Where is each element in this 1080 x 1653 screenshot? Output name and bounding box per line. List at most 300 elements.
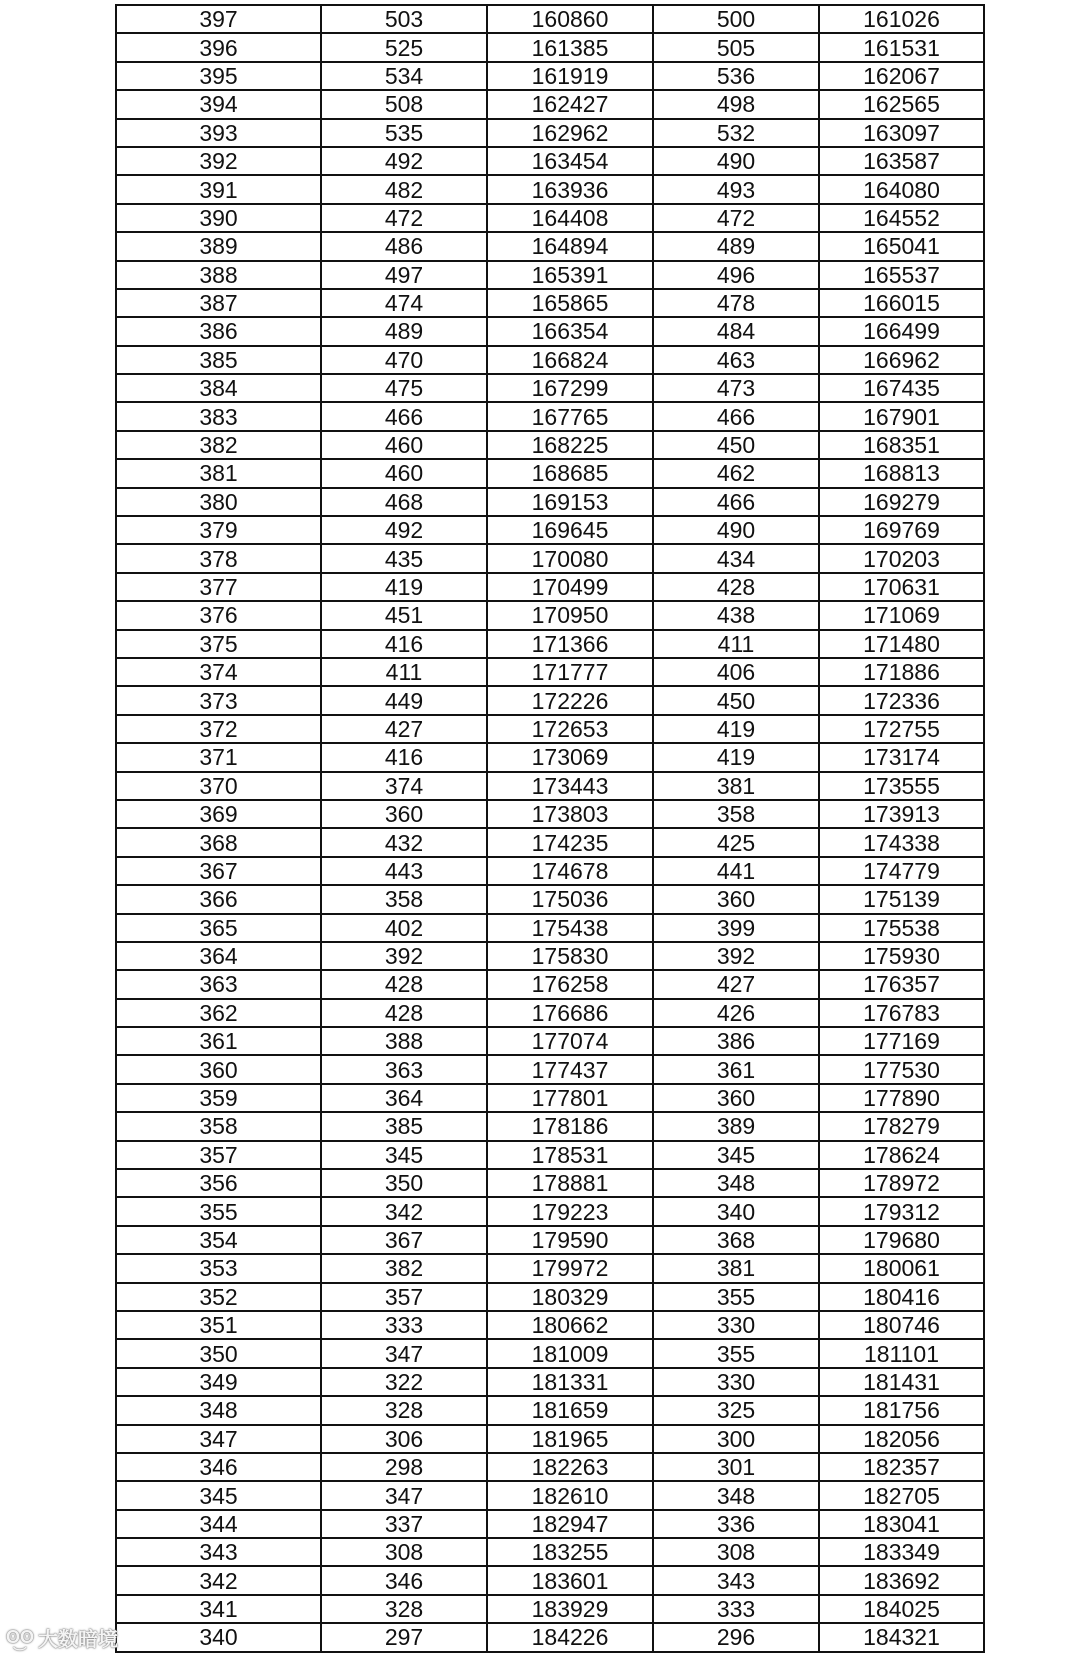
table-cell-col-5: 172755	[819, 715, 984, 743]
table-row	[116, 1197, 984, 1225]
table-cell-col-1: 367	[116, 857, 321, 885]
table-cell-col-4: 490	[653, 147, 819, 175]
table-cell-col-1: 369	[116, 800, 321, 828]
table-cell-col-5: 163587	[819, 147, 984, 175]
table-cell-col-5: 177890	[819, 1084, 984, 1112]
table-cell-col-5: 176357	[819, 970, 984, 998]
table-cell-col-3: 184226	[487, 1623, 653, 1651]
table-cell-col-5: 163097	[819, 119, 984, 147]
table-cell-col-5: 177530	[819, 1055, 984, 1083]
table-cell-col-1: 391	[116, 175, 321, 203]
table-cell-col-4: 484	[653, 317, 819, 345]
table-cell-col-3: 160860	[487, 5, 653, 33]
table-cell-col-4: 500	[653, 5, 819, 33]
table-cell-col-2: 466	[321, 402, 487, 430]
table-cell-col-5: 169279	[819, 488, 984, 516]
table-cell-col-1: 351	[116, 1311, 321, 1339]
table-row	[116, 772, 984, 800]
table-cell-col-5: 183041	[819, 1510, 984, 1538]
table-cell-col-4: 472	[653, 204, 819, 232]
table-cell-col-5: 176783	[819, 999, 984, 1027]
table-cell-col-3: 177074	[487, 1027, 653, 1055]
table-cell-col-2: 428	[321, 970, 487, 998]
table-row	[116, 1481, 984, 1509]
table-cell-col-1: 379	[116, 516, 321, 544]
table-cell-col-2: 308	[321, 1538, 487, 1566]
table-cell-col-4: 490	[653, 516, 819, 544]
table-cell-col-4: 333	[653, 1595, 819, 1623]
table-cell-col-2: 489	[321, 317, 487, 345]
table-cell-col-3: 182263	[487, 1453, 653, 1481]
table-cell-col-1: 371	[116, 743, 321, 771]
table-cell-col-5: 162067	[819, 62, 984, 90]
table-cell-col-5: 161026	[819, 5, 984, 33]
table-cell-col-4: 355	[653, 1339, 819, 1367]
table-cell-col-1: 370	[116, 772, 321, 800]
table-row	[116, 402, 984, 430]
table-cell-col-1: 342	[116, 1566, 321, 1594]
table-cell-col-3: 163936	[487, 175, 653, 203]
table-cell-col-2: 435	[321, 544, 487, 572]
table-cell-col-5: 175930	[819, 942, 984, 970]
table-cell-col-1: 344	[116, 1510, 321, 1538]
table-cell-col-4: 296	[653, 1623, 819, 1651]
table-cell-col-2: 345	[321, 1141, 487, 1169]
table-cell-col-5: 178279	[819, 1112, 984, 1140]
table-cell-col-3: 162427	[487, 90, 653, 118]
table-cell-col-1: 373	[116, 686, 321, 714]
table-cell-col-3: 183601	[487, 1566, 653, 1594]
table-cell-col-2: 374	[321, 772, 487, 800]
table-cell-col-4: 466	[653, 488, 819, 516]
table-row	[116, 1339, 984, 1367]
table-row	[116, 914, 984, 942]
table-cell-col-5: 173913	[819, 800, 984, 828]
table-cell-col-5: 184025	[819, 1595, 984, 1623]
table-cell-col-3: 175830	[487, 942, 653, 970]
table-cell-col-5: 180061	[819, 1254, 984, 1282]
table-cell-col-3: 175438	[487, 914, 653, 942]
table-cell-col-2: 357	[321, 1283, 487, 1311]
table-cell-col-3: 174678	[487, 857, 653, 885]
table-cell-col-4: 343	[653, 1566, 819, 1594]
table-row	[116, 1226, 984, 1254]
table-cell-col-2: 535	[321, 119, 487, 147]
table-cell-col-3: 165391	[487, 261, 653, 289]
table-cell-col-4: 450	[653, 686, 819, 714]
table-cell-col-2: 363	[321, 1055, 487, 1083]
table-row	[116, 715, 984, 743]
table-cell-col-4: 473	[653, 374, 819, 402]
table-cell-col-3: 165865	[487, 289, 653, 317]
table-cell-col-2: 347	[321, 1481, 487, 1509]
table-cell-col-3: 181009	[487, 1339, 653, 1367]
table-cell-col-3: 162962	[487, 119, 653, 147]
table-cell-col-1: 348	[116, 1396, 321, 1424]
table-row	[116, 289, 984, 317]
table-cell-col-2: 419	[321, 573, 487, 601]
table-row	[116, 516, 984, 544]
table-row	[116, 346, 984, 374]
table-row	[116, 317, 984, 345]
table-cell-col-2: 427	[321, 715, 487, 743]
table-cell-col-5: 171069	[819, 601, 984, 629]
table-row	[116, 62, 984, 90]
table-cell-col-3: 167299	[487, 374, 653, 402]
table-cell-col-5: 181431	[819, 1368, 984, 1396]
table-cell-col-5: 164080	[819, 175, 984, 203]
table-cell-col-5: 181756	[819, 1396, 984, 1424]
table-cell-col-4: 406	[653, 658, 819, 686]
table-cell-col-2: 350	[321, 1169, 487, 1197]
table-cell-col-1: 372	[116, 715, 321, 743]
table-cell-col-3: 168685	[487, 459, 653, 487]
table-cell-col-1: 358	[116, 1112, 321, 1140]
table-cell-col-1: 378	[116, 544, 321, 572]
table-cell-col-2: 451	[321, 601, 487, 629]
table-row	[116, 1510, 984, 1538]
table-row	[116, 232, 984, 260]
table-cell-col-1: 364	[116, 942, 321, 970]
table-cell-col-1: 354	[116, 1226, 321, 1254]
table-cell-col-3: 171366	[487, 630, 653, 658]
table-row	[116, 686, 984, 714]
table-cell-col-4: 462	[653, 459, 819, 487]
table-cell-col-1: 396	[116, 33, 321, 61]
table-cell-col-1: 356	[116, 1169, 321, 1197]
table-cell-col-4: 355	[653, 1283, 819, 1311]
table-row	[116, 1425, 984, 1453]
table-cell-col-2: 360	[321, 800, 487, 828]
table-row	[116, 658, 984, 686]
table-cell-col-2: 346	[321, 1566, 487, 1594]
table-cell-col-4: 450	[653, 431, 819, 459]
table-cell-col-2: 367	[321, 1226, 487, 1254]
table-cell-col-4: 386	[653, 1027, 819, 1055]
table-cell-col-4: 399	[653, 914, 819, 942]
table-cell-col-1: 352	[116, 1283, 321, 1311]
table-cell-col-3: 174235	[487, 828, 653, 856]
table-row	[116, 942, 984, 970]
table-cell-col-5: 166962	[819, 346, 984, 374]
table-cell-col-4: 428	[653, 573, 819, 601]
table-cell-col-4: 308	[653, 1538, 819, 1566]
table-cell-col-1: 343	[116, 1538, 321, 1566]
table-cell-col-1: 388	[116, 261, 321, 289]
table-row	[116, 5, 984, 33]
table-cell-col-2: 428	[321, 999, 487, 1027]
table-cell-col-5: 177169	[819, 1027, 984, 1055]
table-cell-col-4: 345	[653, 1141, 819, 1169]
table-cell-col-1: 365	[116, 914, 321, 942]
table-cell-col-5: 179312	[819, 1197, 984, 1225]
table-cell-col-2: 402	[321, 914, 487, 942]
table-cell-col-5: 165041	[819, 232, 984, 260]
table-cell-col-2: 358	[321, 885, 487, 913]
table-cell-col-1: 341	[116, 1595, 321, 1623]
table-cell-col-3: 166354	[487, 317, 653, 345]
table-row	[116, 147, 984, 175]
table-cell-col-3: 163454	[487, 147, 653, 175]
table-cell-col-5: 167435	[819, 374, 984, 402]
table-cell-col-1: 392	[116, 147, 321, 175]
table-row	[116, 374, 984, 402]
table-cell-col-4: 360	[653, 885, 819, 913]
table-cell-col-5: 172336	[819, 686, 984, 714]
table-cell-col-5: 168351	[819, 431, 984, 459]
table-cell-col-2: 328	[321, 1595, 487, 1623]
table-cell-col-2: 347	[321, 1339, 487, 1367]
table-cell-col-2: 382	[321, 1254, 487, 1282]
table-cell-col-5: 161531	[819, 33, 984, 61]
table-cell-col-1: 393	[116, 119, 321, 147]
table-cell-col-5: 180416	[819, 1283, 984, 1311]
table-cell-col-3: 172653	[487, 715, 653, 743]
table-cell-col-2: 460	[321, 431, 487, 459]
table-row	[116, 261, 984, 289]
table-cell-col-3: 181965	[487, 1425, 653, 1453]
table-cell-col-5: 173174	[819, 743, 984, 771]
table-cell-col-2: 364	[321, 1084, 487, 1112]
table-cell-col-1: 394	[116, 90, 321, 118]
table-row	[116, 459, 984, 487]
table-cell-col-4: 536	[653, 62, 819, 90]
table-cell-col-4: 361	[653, 1055, 819, 1083]
table-cell-col-4: 489	[653, 232, 819, 260]
table-cell-col-3: 168225	[487, 431, 653, 459]
table-cell-col-2: 306	[321, 1425, 487, 1453]
table-cell-col-5: 184321	[819, 1623, 984, 1651]
table-cell-col-5: 173555	[819, 772, 984, 800]
table-row	[116, 1311, 984, 1339]
table-cell-col-2: 497	[321, 261, 487, 289]
table-cell-col-2: 534	[321, 62, 487, 90]
table-cell-col-4: 419	[653, 715, 819, 743]
table-cell-col-3: 170950	[487, 601, 653, 629]
table-cell-col-2: 492	[321, 516, 487, 544]
table-cell-col-3: 169645	[487, 516, 653, 544]
table-row	[116, 1112, 984, 1140]
table-cell-col-3: 179223	[487, 1197, 653, 1225]
table-row	[116, 630, 984, 658]
table-cell-col-2: 416	[321, 743, 487, 771]
table-cell-col-2: 449	[321, 686, 487, 714]
table-cell-col-3: 179972	[487, 1254, 653, 1282]
table-cell-col-3: 161385	[487, 33, 653, 61]
table-cell-col-3: 183929	[487, 1595, 653, 1623]
table-cell-col-3: 173443	[487, 772, 653, 800]
table-cell-col-1: 375	[116, 630, 321, 658]
table-cell-col-4: 392	[653, 942, 819, 970]
table-cell-col-1: 349	[116, 1368, 321, 1396]
table-cell-col-3: 171777	[487, 658, 653, 686]
table-row	[116, 828, 984, 856]
table-row	[116, 175, 984, 203]
table-cell-col-4: 438	[653, 601, 819, 629]
table-cell-col-3: 178531	[487, 1141, 653, 1169]
table-cell-col-1: 366	[116, 885, 321, 913]
table-cell-col-5: 181101	[819, 1339, 984, 1367]
table-row	[116, 1055, 984, 1083]
table-cell-col-4: 301	[653, 1453, 819, 1481]
table-cell-col-2: 342	[321, 1197, 487, 1225]
table-cell-col-5: 183692	[819, 1566, 984, 1594]
table-cell-col-5: 168813	[819, 459, 984, 487]
table-row	[116, 1084, 984, 1112]
table-cell-col-3: 182610	[487, 1481, 653, 1509]
table-cell-col-2: 468	[321, 488, 487, 516]
table-row	[116, 970, 984, 998]
table-cell-col-4: 466	[653, 402, 819, 430]
table-cell-col-1: 346	[116, 1453, 321, 1481]
table-cell-col-4: 348	[653, 1481, 819, 1509]
table-cell-col-5: 165537	[819, 261, 984, 289]
table-cell-col-3: 166824	[487, 346, 653, 374]
table-cell-col-5: 180746	[819, 1311, 984, 1339]
table-cell-col-2: 328	[321, 1396, 487, 1424]
table-cell-col-3: 170499	[487, 573, 653, 601]
table-cell-col-4: 330	[653, 1311, 819, 1339]
table-row	[116, 1595, 984, 1623]
table-cell-col-4: 496	[653, 261, 819, 289]
table-cell-col-5: 178624	[819, 1141, 984, 1169]
table-row	[116, 857, 984, 885]
table-cell-col-4: 425	[653, 828, 819, 856]
table-cell-col-5: 169769	[819, 516, 984, 544]
table-row	[116, 1283, 984, 1311]
table-row	[116, 1566, 984, 1594]
table-cell-col-2: 492	[321, 147, 487, 175]
table-cell-col-4: 478	[653, 289, 819, 317]
table-cell-col-1: 340	[116, 1623, 321, 1651]
table-cell-col-5: 171480	[819, 630, 984, 658]
table-cell-col-5: 166015	[819, 289, 984, 317]
table-cell-col-1: 390	[116, 204, 321, 232]
table-cell-col-4: 381	[653, 1254, 819, 1282]
table-cell-col-4: 348	[653, 1169, 819, 1197]
table-cell-col-5: 170203	[819, 544, 984, 572]
table-cell-col-5: 171886	[819, 658, 984, 686]
table-cell-col-3: 177437	[487, 1055, 653, 1083]
table-row	[116, 119, 984, 147]
table-cell-col-1: 355	[116, 1197, 321, 1225]
table-cell-col-5: 182357	[819, 1453, 984, 1481]
table-cell-col-2: 503	[321, 5, 487, 33]
table-cell-col-5: 175139	[819, 885, 984, 913]
table-cell-col-5: 174338	[819, 828, 984, 856]
table-row	[116, 999, 984, 1027]
table-cell-col-4: 498	[653, 90, 819, 118]
table-cell-col-3: 173069	[487, 743, 653, 771]
table-body	[116, 5, 984, 1652]
table-cell-col-2: 388	[321, 1027, 487, 1055]
table-cell-col-1: 386	[116, 317, 321, 345]
table-cell-col-4: 300	[653, 1425, 819, 1453]
table-cell-col-3: 170080	[487, 544, 653, 572]
table-cell-col-1: 357	[116, 1141, 321, 1169]
table-cell-col-3: 182947	[487, 1510, 653, 1538]
table-cell-col-5: 179680	[819, 1226, 984, 1254]
table-cell-col-2: 297	[321, 1623, 487, 1651]
table-row	[116, 601, 984, 629]
table-cell-col-4: 441	[653, 857, 819, 885]
table-cell-col-4: 340	[653, 1197, 819, 1225]
table-cell-col-2: 411	[321, 658, 487, 686]
table-cell-col-4: 427	[653, 970, 819, 998]
table-cell-col-1: 389	[116, 232, 321, 260]
table-cell-col-1: 397	[116, 5, 321, 33]
table-cell-col-5: 178972	[819, 1169, 984, 1197]
table-row	[116, 743, 984, 771]
table-row	[116, 1141, 984, 1169]
table-cell-col-3: 176686	[487, 999, 653, 1027]
table-cell-col-4: 505	[653, 33, 819, 61]
table-cell-col-1: 374	[116, 658, 321, 686]
table-cell-col-3: 179590	[487, 1226, 653, 1254]
table-cell-col-5: 170631	[819, 573, 984, 601]
table-cell-col-4: 368	[653, 1226, 819, 1254]
table-cell-col-5: 182705	[819, 1481, 984, 1509]
table-row	[116, 885, 984, 913]
table-cell-col-2: 333	[321, 1311, 487, 1339]
table-cell-col-3: 167765	[487, 402, 653, 430]
table-cell-col-2: 475	[321, 374, 487, 402]
table-cell-col-2: 385	[321, 1112, 487, 1140]
table-cell-col-4: 411	[653, 630, 819, 658]
table-cell-col-3: 164894	[487, 232, 653, 260]
table-cell-col-2: 443	[321, 857, 487, 885]
table-cell-col-4: 381	[653, 772, 819, 800]
table-cell-col-4: 325	[653, 1396, 819, 1424]
table-cell-col-4: 358	[653, 800, 819, 828]
table-row	[116, 1027, 984, 1055]
table-cell-col-2: 474	[321, 289, 487, 317]
table-cell-col-5: 166499	[819, 317, 984, 345]
table-cell-col-1: 360	[116, 1055, 321, 1083]
table-row	[116, 1538, 984, 1566]
table-cell-col-1: 345	[116, 1481, 321, 1509]
table-cell-col-2: 322	[321, 1368, 487, 1396]
table-row	[116, 544, 984, 572]
table-cell-col-1: 363	[116, 970, 321, 998]
table-row	[116, 1453, 984, 1481]
table-row	[116, 431, 984, 459]
table-cell-col-1: 347	[116, 1425, 321, 1453]
table-cell-col-4: 389	[653, 1112, 819, 1140]
table-cell-col-3: 161919	[487, 62, 653, 90]
table-cell-col-4: 493	[653, 175, 819, 203]
table-cell-col-2: 486	[321, 232, 487, 260]
table-cell-col-1: 362	[116, 999, 321, 1027]
table-row	[116, 90, 984, 118]
table-cell-col-5: 164552	[819, 204, 984, 232]
table-cell-col-3: 177801	[487, 1084, 653, 1112]
table-cell-col-1: 361	[116, 1027, 321, 1055]
table-cell-col-1: 381	[116, 459, 321, 487]
watermark	[6, 1625, 118, 1649]
table-cell-col-1: 385	[116, 346, 321, 374]
table-cell-col-3: 173803	[487, 800, 653, 828]
table-cell-col-2: 416	[321, 630, 487, 658]
table-cell-col-2: 525	[321, 33, 487, 61]
table-cell-col-2: 298	[321, 1453, 487, 1481]
table-cell-col-5: 175538	[819, 914, 984, 942]
table-cell-col-3: 181659	[487, 1396, 653, 1424]
table-cell-col-1: 359	[116, 1084, 321, 1112]
table-cell-col-2: 470	[321, 346, 487, 374]
table-cell-col-4: 532	[653, 119, 819, 147]
table-cell-col-5: 174779	[819, 857, 984, 885]
